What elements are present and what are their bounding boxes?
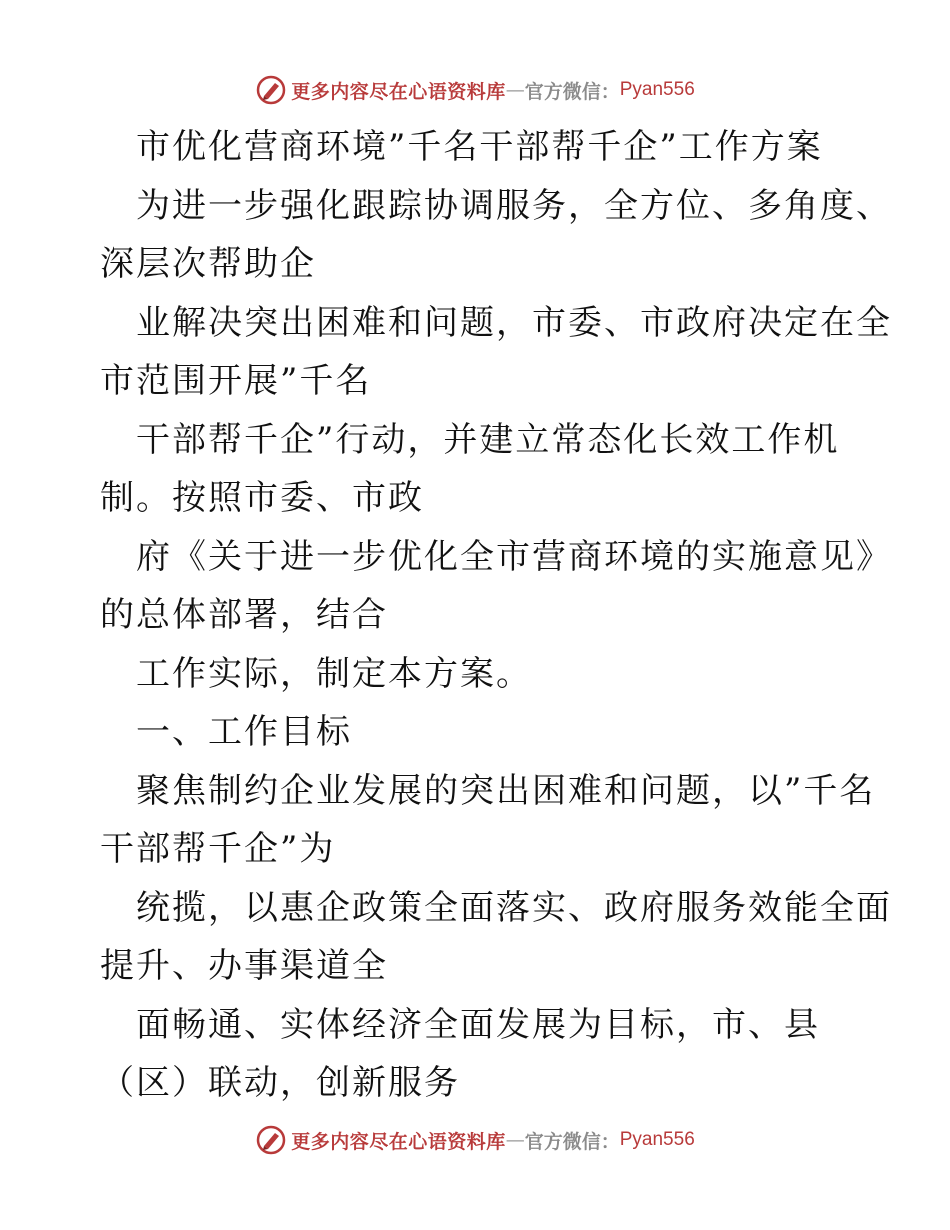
document-line: 府《关于进一步优化全市营商环境的实施意见》	[136, 536, 892, 577]
document-line: 聚焦制约企业发展的突出困难和问题，以”千名	[136, 770, 876, 811]
logo-icon	[255, 1124, 287, 1156]
wechat-id: Pyan556	[619, 1129, 695, 1150]
document-line: 干部帮千企”行动，并建立常态化长效工作机	[136, 419, 840, 460]
document-line: 工作实际，制定本方案。	[136, 653, 532, 694]
banner-dash: —	[505, 79, 525, 101]
wechat-id: Pyan556	[619, 79, 695, 100]
document-line: 一、工作目标	[136, 712, 352, 752]
site-text: 更多内容尽在心语资料库	[291, 1130, 506, 1153]
document-line: 提升、办事渠道全	[100, 946, 388, 986]
document-line: 面畅通、实体经济全面发展为目标，市、县	[136, 1004, 820, 1045]
banner-dash: —	[505, 1129, 525, 1151]
wechat-label: 官方微信：	[524, 1130, 620, 1153]
wechat-label: 官方微信：	[524, 80, 620, 103]
logo-icon	[255, 74, 287, 106]
footer-banner	[0, 1120, 950, 1160]
document-line: 干部帮千企”为	[100, 829, 336, 869]
document-line: 的总体部署，结合	[100, 595, 388, 635]
header-banner	[0, 70, 950, 110]
document-line: 市优化营商环境”千名干部帮千企”工作方案	[136, 127, 823, 167]
site-text: 更多内容尽在心语资料库	[291, 80, 506, 103]
document-line: 制。按照市委、市政	[100, 478, 424, 518]
document-line: 业解决突出困难和问题，市委、市政府决定在全	[136, 302, 892, 343]
document-body	[100, 118, 892, 1113]
document-line: 为进一步强化跟踪协调服务，全方位、多角度、	[136, 185, 892, 226]
document-line: （区）联动，创新服务	[100, 1063, 460, 1103]
document-line: 深层次帮助企	[100, 244, 316, 284]
document-line: 市范围开展”千名	[100, 361, 372, 401]
document-line: 统揽，以惠企政策全面落实、政府服务效能全面	[136, 887, 892, 928]
